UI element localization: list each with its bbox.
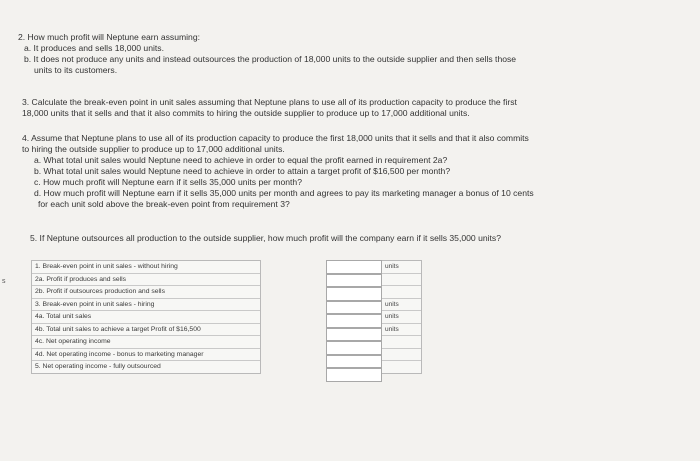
answer-label-5: 5. Net operating income - fully outsourced bbox=[35, 363, 161, 370]
answer-unit-3: units bbox=[382, 299, 421, 312]
question-3-text-cont: 18,000 units that it sells and that it also commits to hiring the outside supplier to produce up to 17,000 additional units. bbox=[22, 108, 470, 118]
answer-input-4b[interactable] bbox=[326, 328, 382, 342]
answer-label-1: 1. Break-even point in unit sales - without hiring bbox=[32, 261, 260, 274]
answer-input-2a[interactable] bbox=[326, 274, 382, 288]
answer-input-5[interactable] bbox=[326, 368, 382, 382]
answer-label-2b: 2b. Profit if outsources production and sells bbox=[32, 286, 260, 299]
answer-label-4c: 4c. Net operating income bbox=[32, 336, 260, 349]
question-4c-text: c. How much profit will Neptune earn if it sells 35,000 units per month? bbox=[34, 177, 302, 187]
question-3 bbox=[0, 97, 680, 119]
answer-unit-4a: units bbox=[382, 311, 421, 324]
question-4 bbox=[0, 133, 680, 210]
question-5-text: 5. If Neptune outsources all production to the outside supplier, how much profit will the company earn if it sells 35,000 units? bbox=[30, 233, 502, 243]
answer-input-3[interactable] bbox=[326, 301, 382, 315]
answer-unit-2a bbox=[382, 274, 421, 287]
question-4d-text-cont: for each unit sold above the break-even point from requirement 3? bbox=[38, 199, 290, 209]
question-4-text: 4. Assume that Neptune plans to use all of its production capacity to produce the first 18,000 units that it sells and that it also commits bbox=[22, 133, 529, 143]
answer-unit-2b bbox=[382, 286, 421, 299]
question-4-text-cont: to hiring the outside supplier to produce up to 17,000 additional units. bbox=[22, 144, 285, 154]
answer-label-4d: 4d. Net operating income - bonus to marketing manager bbox=[32, 349, 260, 362]
question-2b-text: b. It does not produce any units and instead outsources the production of 18,000 units to the outside supplier and then sells those bbox=[24, 54, 517, 64]
answer-unit-4c bbox=[382, 336, 421, 349]
answer-table bbox=[31, 260, 421, 401]
answer-input-2b[interactable] bbox=[326, 287, 382, 301]
answer-labels bbox=[31, 260, 261, 374]
answer-unit-4b: units bbox=[382, 324, 421, 337]
answer-input-1[interactable] bbox=[326, 260, 382, 274]
answer-unit-1: units bbox=[382, 261, 421, 274]
answer-label-4a: 4a. Total unit sales bbox=[32, 311, 260, 324]
answer-label-2a: 2a. Profit if produces and sells bbox=[32, 274, 260, 287]
question-4b-text: b. What total unit sales would Neptune need to achieve in order to attain a target profit of $16,500 per month? bbox=[34, 166, 451, 176]
question-2b-text-cont: units to its customers. bbox=[34, 65, 118, 75]
edge-mark: s bbox=[2, 278, 6, 285]
question-5 bbox=[0, 233, 680, 244]
question-4d-text: d. How much profit will Neptune earn if it sells 35,000 units per month and agrees to pay its marketing manager a bonus of 10 cents bbox=[34, 188, 534, 198]
answer-unit-5 bbox=[382, 361, 421, 373]
answer-input-4a[interactable] bbox=[326, 314, 382, 328]
question-2a-text: a. It produces and sells 18,000 units. bbox=[24, 43, 164, 53]
answer-inputs bbox=[326, 260, 382, 382]
answer-label-4b: 4b. Total unit sales to achieve a target Profit of $16,500 bbox=[32, 324, 260, 337]
question-3-text: 3. Calculate the break-even point in unit sales assuming that Neptune plans to use all of its production capacity to produce the first bbox=[22, 97, 517, 107]
answer-input-4d[interactable] bbox=[326, 355, 382, 369]
question-4a-text: a. What total unit sales would Neptune need to achieve in order to equal the profit earned in requirement 2a? bbox=[34, 155, 448, 165]
question-2 bbox=[0, 32, 680, 76]
answer-input-4c[interactable] bbox=[326, 341, 382, 355]
question-2-text: 2. How much profit will Neptune earn assuming: bbox=[18, 32, 200, 42]
answer-label-3: 3. Break-even point in unit sales - hiring bbox=[32, 299, 260, 312]
answer-unit-4d bbox=[382, 349, 421, 362]
answer-units bbox=[382, 260, 422, 374]
